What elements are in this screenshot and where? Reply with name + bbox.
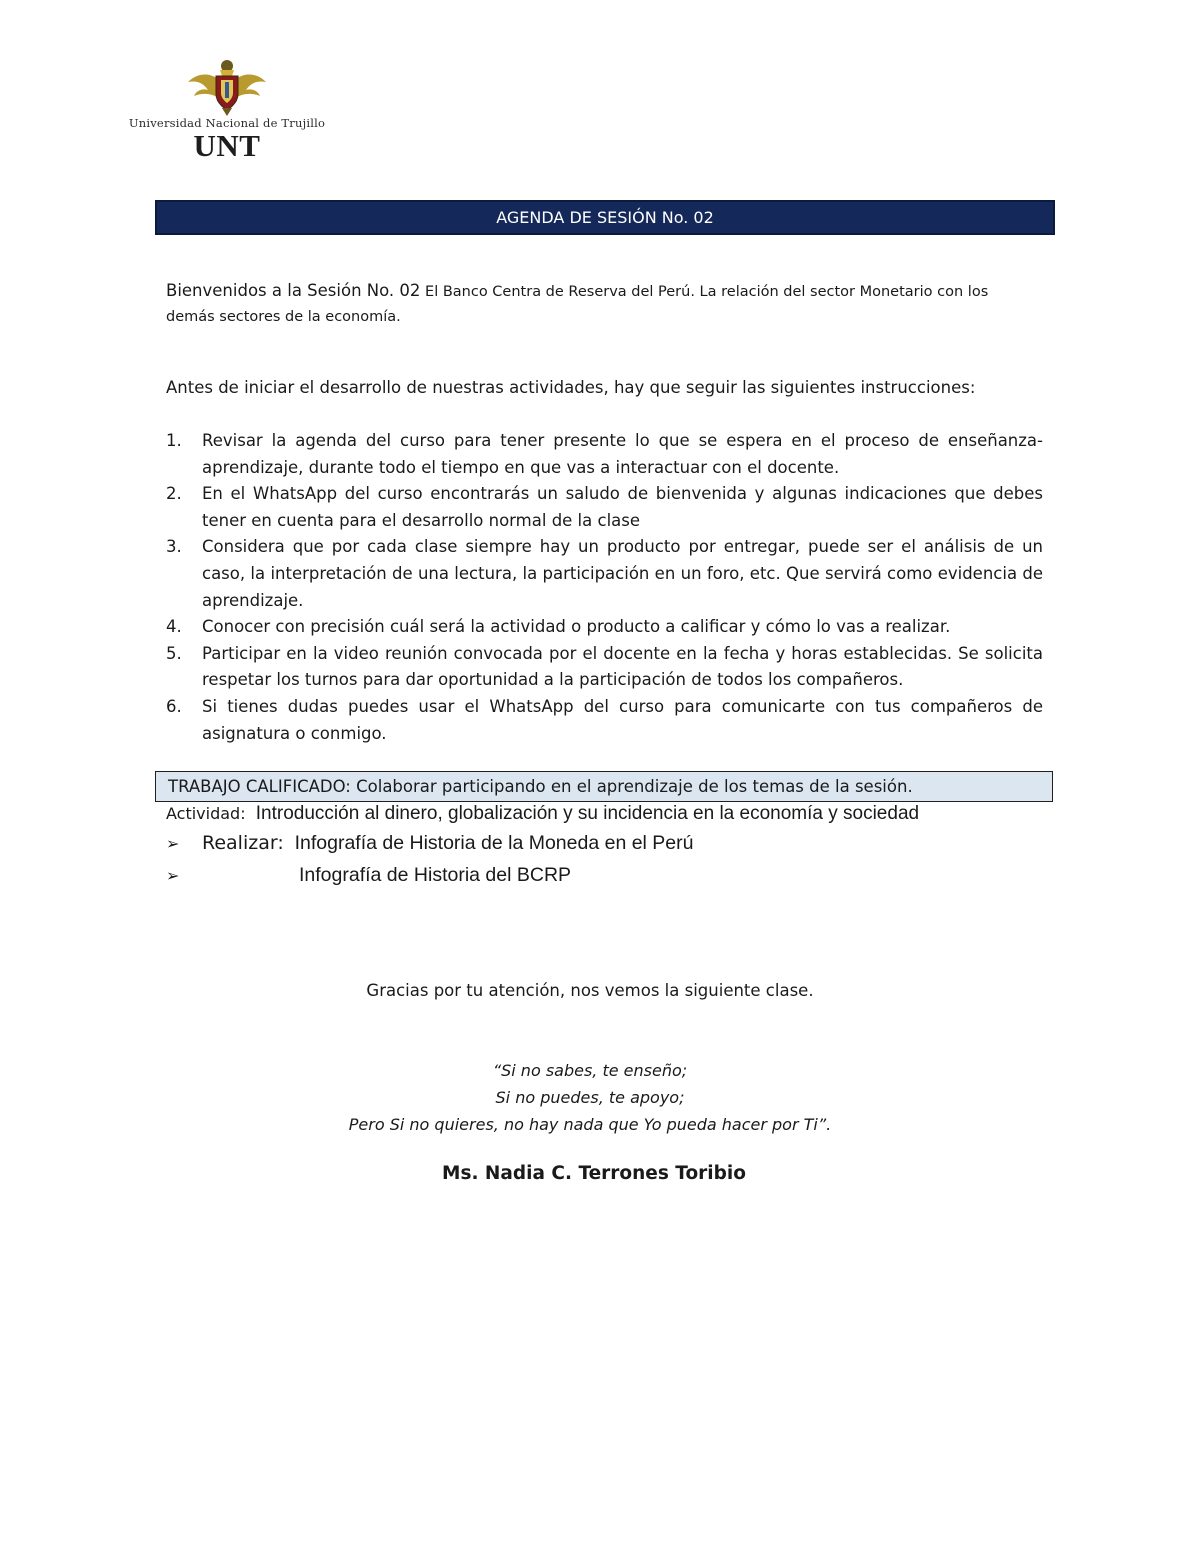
activity-text: Introducción al dinero, globalización y su incidencia en la economía y sociedad [255,803,920,824]
list-item [166,614,1043,641]
agenda-title-bar: AGENDA DE SESIÓN No. 02 [155,200,1055,235]
arrow-bullet-icon: ➢ [166,836,180,853]
graded-work-box [155,771,1053,802]
university-crest-icon [184,58,270,116]
graded-work-text: Colaborar participando en el aprendizaje de los temas de la sesión. [350,777,913,796]
list-item [166,481,1043,534]
task-item [166,864,571,887]
university-abbreviation: UNT [193,128,261,163]
quote-line: “Si no sabes, te enseño; [492,1061,688,1080]
list-item-text: Si tienes dudas puedes usar el WhatsApp del curso para comunicarte con tus compañeros de asignatura o conmigo. [202,696,1043,743]
list-item [166,534,1043,614]
list-item-number: 3. [166,537,182,557]
thanks-message: Gracias por tu atención, nos vemos la siguiente clase. [366,981,814,1000]
closing-quote [0,1057,1180,1138]
list-item [166,641,1043,694]
activity-label: Actividad: [166,804,246,823]
university-name: Universidad Nacional de Trujillo [128,116,326,130]
instructions-list [166,428,1043,747]
university-logo [116,58,338,162]
list-item-number: 4. [166,617,182,637]
list-item-number: 6. [166,696,182,716]
quote-line: Si no puedes, te apoyo; [495,1088,685,1107]
graded-work-label: TRABAJO CALIFICADO: [168,777,351,796]
list-item-text: Participar en la video reunión convocada por el docente en la fecha y horas establecidas. Se solicita respetar los turnos para dar oportunidad a la participación de todos los compañeros. [202,643,1043,690]
list-item-text: Conocer con precisión cuál será la actividad o producto a calificar y cómo lo vas a realizar. [202,617,951,637]
list-item [166,694,1043,747]
activity-line [166,803,919,825]
list-item [166,428,1043,481]
welcome-text: El Banco Centra de Reserva del Perú. La relación del sector Monetario con los demás sectores de la economía. [166,284,989,325]
teacher-signature: Ms. Nadia C. Terrones Toribio [442,1163,746,1184]
task-text: Infografía de Historia del BCRP [299,864,572,886]
task-label: Realizar: [202,832,284,854]
quote-line: Pero Si no quieres, no hay nada que Yo pueda hacer por Ti”. [348,1115,832,1134]
instructions-intro: Antes de iniciar el desarrollo de nuestras actividades, hay que seguir las siguientes instrucciones: [166,378,976,397]
arrow-bullet-icon: ➢ [166,868,180,885]
list-item-number: 1. [166,431,182,450]
list-item-number: 2. [166,484,182,504]
task-item [166,832,694,855]
welcome-lead: Bienvenidos a la Sesión No. 02 [166,281,421,300]
list-item-number: 5. [166,643,182,663]
list-item-text: Considera que por cada clase siempre hay un producto por entregar, puede ser el análisis de un caso, la interpretación de una lectura, la participación en un foro, etc. Que servirá como evidencia de aprendizaje. [202,537,1043,610]
task-text: Infografía de Historia de la Moneda en el Perú [294,832,694,854]
list-item-text: En el WhatsApp del curso encontrarás un saludo de bienvenida y algunas indicaciones que debes tener en cuenta para el desarrollo normal de la clase [202,484,1043,530]
welcome-paragraph [166,278,1026,330]
list-item-text: Revisar la agenda del curso para tener presente lo que se espera en el proceso de enseñanza-aprendizaje, durante todo el tiempo en que vas a interactuar con el docente. [202,431,1043,477]
